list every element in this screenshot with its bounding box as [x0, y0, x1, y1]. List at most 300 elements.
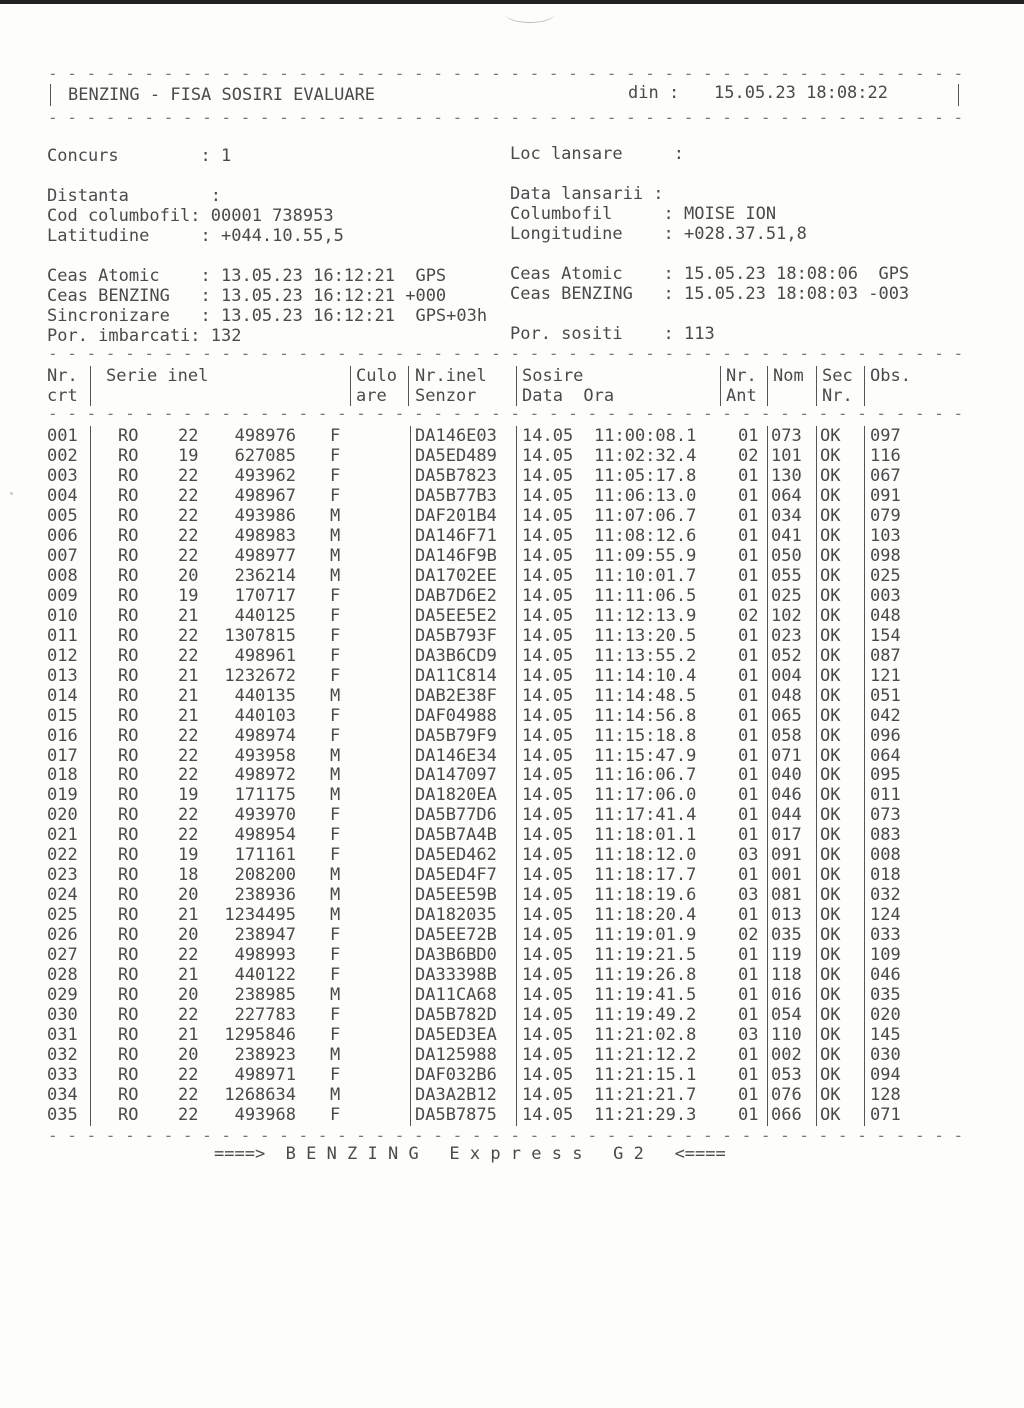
sex: F [330, 925, 341, 946]
antenna-nr: 01 [738, 745, 759, 766]
arrival-date: 14.05 [522, 605, 574, 626]
sex: F [330, 1025, 341, 1046]
arrival-date: 14.05 [522, 825, 574, 846]
arrival-time: 11:15:18.8 [594, 725, 697, 746]
ring-number: 440125 [234, 605, 296, 626]
ring-year: 22 [178, 485, 199, 506]
row-number: 025 [47, 905, 78, 926]
ring-number: 493970 [234, 805, 296, 826]
nominated: 102 [771, 605, 802, 626]
concurs-line: Concurs : 1 [47, 146, 232, 166]
observation: 064 [870, 745, 901, 766]
observation: 035 [870, 985, 901, 1006]
nominated: 073 [771, 426, 802, 446]
sex: F [330, 645, 341, 666]
ring-number: 170717 [234, 585, 296, 606]
arrival-time: 11:14:56.8 [594, 705, 697, 726]
table-row [0, 885, 1024, 905]
antenna-nr: 01 [738, 1045, 759, 1066]
col-sec-nr: Nr. [822, 386, 853, 406]
sex: M [330, 685, 341, 706]
ring-year: 19 [178, 445, 199, 466]
ring-number: 498972 [234, 765, 296, 786]
arrival-date: 14.05 [522, 805, 574, 826]
row-number: 028 [47, 965, 78, 986]
observation: 051 [870, 685, 901, 706]
sec-status: OK [820, 845, 841, 866]
sec-status: OK [820, 945, 841, 966]
ring-number: 440135 [234, 685, 296, 706]
antenna-nr: 02 [738, 445, 759, 466]
ring-country: RO [118, 625, 139, 646]
antenna-nr: 01 [738, 705, 759, 726]
arrival-date: 14.05 [522, 965, 574, 986]
ring-country: RO [118, 985, 139, 1006]
nominated: 071 [771, 745, 802, 766]
row-number: 004 [47, 485, 78, 506]
observation: 067 [870, 465, 901, 486]
nominated: 001 [771, 865, 802, 886]
nominated: 066 [771, 1104, 802, 1125]
antenna-nr: 02 [738, 925, 759, 946]
observation: 033 [870, 925, 901, 946]
arrival-time: 11:06:13.0 [594, 485, 697, 506]
ring-country: RO [118, 725, 139, 746]
observation: 121 [870, 665, 901, 686]
sec-status: OK [820, 1104, 841, 1125]
sex: F [330, 945, 341, 966]
ring-number: 498976 [234, 426, 296, 446]
observation: 011 [870, 785, 901, 806]
ring-year: 22 [178, 1065, 199, 1086]
ring-country: RO [118, 705, 139, 726]
nominated: 034 [771, 505, 802, 526]
arrival-date: 14.05 [522, 905, 574, 926]
observation: 087 [870, 645, 901, 666]
ring-country: RO [118, 1104, 139, 1125]
ring-number: 1307815 [224, 625, 296, 646]
row-number: 034 [47, 1085, 78, 1105]
ceas-benzing-start: Ceas BENZING : 13.05.23 16:12:21 +000 [47, 286, 447, 306]
table-row [0, 666, 1024, 686]
observation: 091 [870, 485, 901, 506]
antenna-nr: 01 [738, 525, 759, 546]
arrival-time: 11:21:15.1 [594, 1065, 697, 1086]
nominated: 013 [771, 905, 802, 926]
sincronizare-line: Sincronizare : 13.05.23 16:12:21 GPS+03h [47, 306, 488, 326]
arrival-time: 11:19:26.8 [594, 965, 697, 986]
ring-country: RO [118, 805, 139, 826]
col-nr-inel: Nr.inel [415, 366, 487, 386]
ring-year: 22 [178, 1104, 199, 1125]
sex: F [330, 1005, 341, 1026]
col-sosire: Sosire [522, 366, 584, 386]
table-row [0, 1065, 1024, 1085]
ring-year: 22 [178, 945, 199, 966]
sec-status: OK [820, 565, 841, 586]
nominated: 053 [771, 1065, 802, 1086]
arrival-date: 14.05 [522, 705, 574, 726]
ring-year: 22 [178, 505, 199, 526]
sensor-ring: DA3B6BD0 [415, 945, 497, 966]
nominated: 002 [771, 1045, 802, 1066]
observation: 094 [870, 1065, 901, 1086]
sec-status: OK [820, 685, 841, 706]
row-number: 006 [47, 525, 78, 546]
arrival-date: 14.05 [522, 745, 574, 766]
ring-country: RO [118, 665, 139, 686]
arrival-date: 14.05 [522, 625, 574, 646]
loc-lansare-line: Loc lansare : [510, 144, 684, 164]
arrival-time: 11:13:20.5 [594, 625, 697, 646]
antenna-nr: 01 [738, 1104, 759, 1125]
sensor-ring: DA5EE5E2 [415, 605, 497, 626]
ring-number: 238947 [234, 925, 296, 946]
table-row [0, 686, 1024, 706]
ring-country: RO [118, 485, 139, 506]
ring-number: 440122 [234, 965, 296, 986]
arrival-time: 11:18:01.1 [594, 825, 697, 846]
sex: F [330, 485, 341, 506]
antenna-nr: 01 [738, 545, 759, 566]
col-are: are [356, 386, 387, 406]
ring-year: 20 [178, 985, 199, 1006]
cod-columbofil-line: Cod columbofil: 00001 738953 [47, 206, 334, 226]
ring-number: 493968 [234, 1104, 296, 1125]
sec-status: OK [820, 1025, 841, 1046]
ring-country: RO [118, 765, 139, 786]
sensor-ring: DA5ED489 [415, 445, 497, 466]
ring-country: RO [118, 965, 139, 986]
col-nom: Nom [773, 366, 804, 386]
arrival-time: 11:21:12.2 [594, 1045, 697, 1066]
antenna-nr: 01 [738, 1065, 759, 1086]
nominated: 046 [771, 785, 802, 806]
observation: 145 [870, 1025, 901, 1046]
table-row [0, 566, 1024, 586]
ring-year: 21 [178, 705, 199, 726]
arrival-time: 11:18:19.6 [594, 885, 697, 906]
ring-year: 18 [178, 865, 199, 886]
antenna-nr: 01 [738, 585, 759, 606]
sex: F [330, 445, 341, 466]
antenna-nr: 03 [738, 845, 759, 866]
col-serie-inel: Serie inel [106, 366, 209, 386]
ring-number: 238936 [234, 885, 296, 906]
row-number: 023 [47, 865, 78, 886]
ring-number: 208200 [234, 865, 296, 886]
table-header-rule [48, 406, 964, 422]
sec-status: OK [820, 665, 841, 686]
sec-status: OK [820, 525, 841, 546]
arrival-time: 11:02:32.4 [594, 445, 697, 466]
sec-status: OK [820, 825, 841, 846]
observation: 018 [870, 865, 901, 886]
arrival-time: 11:21:02.8 [594, 1025, 697, 1046]
sex: M [330, 525, 341, 546]
row-number: 027 [47, 945, 78, 966]
observation: 124 [870, 905, 901, 926]
row-number: 012 [47, 645, 78, 666]
ring-number: 238985 [234, 985, 296, 1006]
ring-year: 22 [178, 1085, 199, 1105]
table-row [0, 985, 1024, 1005]
header-right-bar [958, 84, 959, 106]
table-row [0, 1085, 1024, 1105]
observation: 097 [870, 426, 901, 446]
sensor-ring: DA5B7A4B [415, 825, 497, 846]
ring-country: RO [118, 645, 139, 666]
hdr-sep [408, 366, 409, 406]
arrival-time: 11:14:48.5 [594, 685, 697, 706]
nominated: 064 [771, 485, 802, 506]
row-number: 030 [47, 1005, 78, 1026]
ring-country: RO [118, 585, 139, 606]
por-sositi-line: Por. sositi : 113 [510, 324, 715, 344]
sec-status: OK [820, 785, 841, 806]
sex: M [330, 745, 341, 766]
observation: 098 [870, 545, 901, 566]
sex: M [330, 785, 341, 806]
sensor-ring: DA1702EE [415, 565, 497, 586]
ring-number: 498983 [234, 525, 296, 546]
row-number: 021 [47, 825, 78, 846]
nominated: 025 [771, 585, 802, 606]
sec-status: OK [820, 985, 841, 1006]
nominated: 118 [771, 965, 802, 986]
row-number: 020 [47, 805, 78, 826]
sensor-ring: DA5B7823 [415, 465, 497, 486]
row-number: 015 [47, 705, 78, 726]
sex: M [330, 765, 341, 786]
antenna-nr: 01 [738, 805, 759, 826]
arrival-time: 11:18:17.7 [594, 865, 697, 886]
ring-country: RO [118, 1085, 139, 1105]
arrival-time: 11:13:55.2 [594, 645, 697, 666]
antenna-nr: 01 [738, 785, 759, 806]
ring-country: RO [118, 825, 139, 846]
observation: 096 [870, 725, 901, 746]
arrival-time: 11:09:55.9 [594, 545, 697, 566]
sec-status: OK [820, 1045, 841, 1066]
col-senzor: Senzor [415, 386, 477, 406]
arrival-date: 14.05 [522, 1065, 574, 1086]
ring-number: 236214 [234, 565, 296, 586]
latitudine-line: Latitudine : +044.10.55,5 [47, 226, 344, 246]
ring-year: 22 [178, 725, 199, 746]
row-number: 026 [47, 925, 78, 946]
antenna-nr: 01 [738, 485, 759, 506]
arrival-time: 11:08:12.6 [594, 525, 697, 546]
nominated: 050 [771, 545, 802, 566]
sec-status: OK [820, 725, 841, 746]
ring-year: 22 [178, 645, 199, 666]
header-left-bar [50, 84, 51, 106]
ring-country: RO [118, 685, 139, 706]
sec-status: OK [820, 445, 841, 466]
table-row [0, 626, 1024, 646]
observation: 079 [870, 505, 901, 526]
sensor-ring: DA5B793F [415, 625, 497, 646]
sec-status: OK [820, 905, 841, 926]
col-data-ora: Data Ora [522, 386, 615, 406]
row-number: 032 [47, 1045, 78, 1066]
ring-year: 20 [178, 565, 199, 586]
arrival-time: 11:19:41.5 [594, 985, 697, 1006]
arrival-date: 14.05 [522, 645, 574, 666]
observation: 116 [870, 445, 901, 466]
hdr-sep [720, 366, 721, 406]
ring-year: 19 [178, 785, 199, 806]
arrival-time: 11:15:47.9 [594, 745, 697, 766]
ring-year: 22 [178, 545, 199, 566]
ring-country: RO [118, 785, 139, 806]
arrival-date: 14.05 [522, 426, 574, 446]
ring-number: 498974 [234, 725, 296, 746]
antenna-nr: 01 [738, 945, 759, 966]
sec-status: OK [820, 805, 841, 826]
table-row [0, 925, 1024, 945]
sensor-ring: DAB7D6E2 [415, 585, 497, 606]
sex: F [330, 625, 341, 646]
nominated: 052 [771, 645, 802, 666]
nominated: 091 [771, 845, 802, 866]
row-number: 024 [47, 885, 78, 906]
table-row [0, 825, 1024, 845]
ring-year: 21 [178, 1025, 199, 1046]
ring-number: 1268634 [224, 1085, 296, 1105]
sensor-ring: DA125988 [415, 1045, 497, 1066]
antenna-nr: 01 [738, 765, 759, 786]
ceas-atomic-end: Ceas Atomic : 15.05.23 18:08:06 GPS [510, 264, 910, 284]
col-obs: Obs. [870, 366, 911, 386]
table-row [0, 746, 1024, 766]
sex: M [330, 1045, 341, 1066]
arrival-date: 14.05 [522, 485, 574, 506]
antenna-nr: 01 [738, 426, 759, 446]
antenna-nr: 01 [738, 665, 759, 686]
sensor-ring: DA5ED4F7 [415, 865, 497, 886]
ring-number: 627085 [234, 445, 296, 466]
nominated: 130 [771, 465, 802, 486]
arrival-date: 14.05 [522, 785, 574, 806]
arrival-date: 14.05 [522, 925, 574, 946]
sensor-ring: DA182035 [415, 905, 497, 926]
ring-year: 22 [178, 465, 199, 486]
arrival-time: 11:12:13.9 [594, 605, 697, 626]
row-number: 017 [47, 745, 78, 766]
ring-year: 19 [178, 585, 199, 606]
antenna-nr: 01 [738, 565, 759, 586]
header-top-rule [48, 66, 964, 82]
sex: F [330, 665, 341, 686]
arrival-time: 11:21:21.7 [594, 1085, 697, 1105]
arrival-date: 14.05 [522, 565, 574, 586]
hdr-sep [816, 366, 817, 406]
sensor-ring: DA146F9B [415, 545, 497, 566]
report-title: BENZING - FISA SOSIRI EVALUARE [68, 85, 376, 105]
ring-country: RO [118, 505, 139, 526]
arrival-date: 14.05 [522, 545, 574, 566]
ring-number: 498961 [234, 645, 296, 666]
antenna-nr: 02 [738, 605, 759, 626]
arrival-time: 11:17:41.4 [594, 805, 697, 826]
hdr-sep [350, 366, 351, 406]
sec-status: OK [820, 505, 841, 526]
sec-status: OK [820, 1005, 841, 1026]
table-row [0, 765, 1024, 785]
ring-year: 21 [178, 905, 199, 926]
sex: F [330, 1065, 341, 1086]
observation: 128 [870, 1085, 901, 1105]
sex: F [330, 845, 341, 866]
table-row [0, 965, 1024, 985]
table-row [0, 646, 1024, 666]
sec-status: OK [820, 1085, 841, 1105]
row-number: 009 [47, 585, 78, 606]
sensor-ring: DAF04988 [415, 705, 497, 726]
arrival-time: 11:07:06.7 [594, 505, 697, 526]
hdr-sep [767, 366, 768, 406]
table-row [0, 446, 1024, 466]
row-number: 018 [47, 765, 78, 786]
table-row [0, 586, 1024, 606]
ring-number: 493986 [234, 505, 296, 526]
ring-year: 20 [178, 1045, 199, 1066]
table-row [0, 865, 1024, 885]
por-imbarcati-line: Por. imbarcati: 132 [47, 326, 242, 346]
hdr-sep [864, 366, 865, 406]
sex: M [330, 1085, 341, 1105]
arrival-time: 11:19:01.9 [594, 925, 697, 946]
sensor-ring: DA3B6CD9 [415, 645, 497, 666]
nominated: 048 [771, 685, 802, 706]
ring-number: 238923 [234, 1045, 296, 1066]
sex: M [330, 985, 341, 1006]
hdr-sep [516, 366, 517, 406]
arrival-date: 14.05 [522, 1104, 574, 1125]
antenna-nr: 01 [738, 965, 759, 986]
sex: M [330, 865, 341, 886]
arrival-time: 11:18:12.0 [594, 845, 697, 866]
sensor-ring: DA5B7875 [415, 1104, 497, 1125]
ring-number: 1295846 [224, 1025, 296, 1046]
antenna-nr: 01 [738, 865, 759, 886]
ring-country: RO [118, 445, 139, 466]
observation: 025 [870, 565, 901, 586]
arrival-date: 14.05 [522, 445, 574, 466]
sensor-ring: DA3A2B12 [415, 1085, 497, 1105]
nominated: 054 [771, 1005, 802, 1026]
antenna-nr: 01 [738, 625, 759, 646]
arrival-time: 11:16:06.7 [594, 765, 697, 786]
row-number: 031 [47, 1025, 78, 1046]
row-number: 013 [47, 665, 78, 686]
row-number: 007 [47, 545, 78, 566]
observation: 083 [870, 825, 901, 846]
arrival-date: 14.05 [522, 1025, 574, 1046]
antenna-nr: 01 [738, 985, 759, 1006]
nominated: 076 [771, 1085, 802, 1105]
arrival-time: 11:10:01.7 [594, 565, 697, 586]
ring-year: 19 [178, 845, 199, 866]
table-row [0, 905, 1024, 925]
sensor-ring: DA5ED462 [415, 845, 497, 866]
observation: 071 [870, 1104, 901, 1125]
antenna-nr: 01 [738, 685, 759, 706]
antenna-nr: 01 [738, 465, 759, 486]
ceas-atomic-start: Ceas Atomic : 13.05.23 16:12:21 GPS [47, 266, 447, 286]
